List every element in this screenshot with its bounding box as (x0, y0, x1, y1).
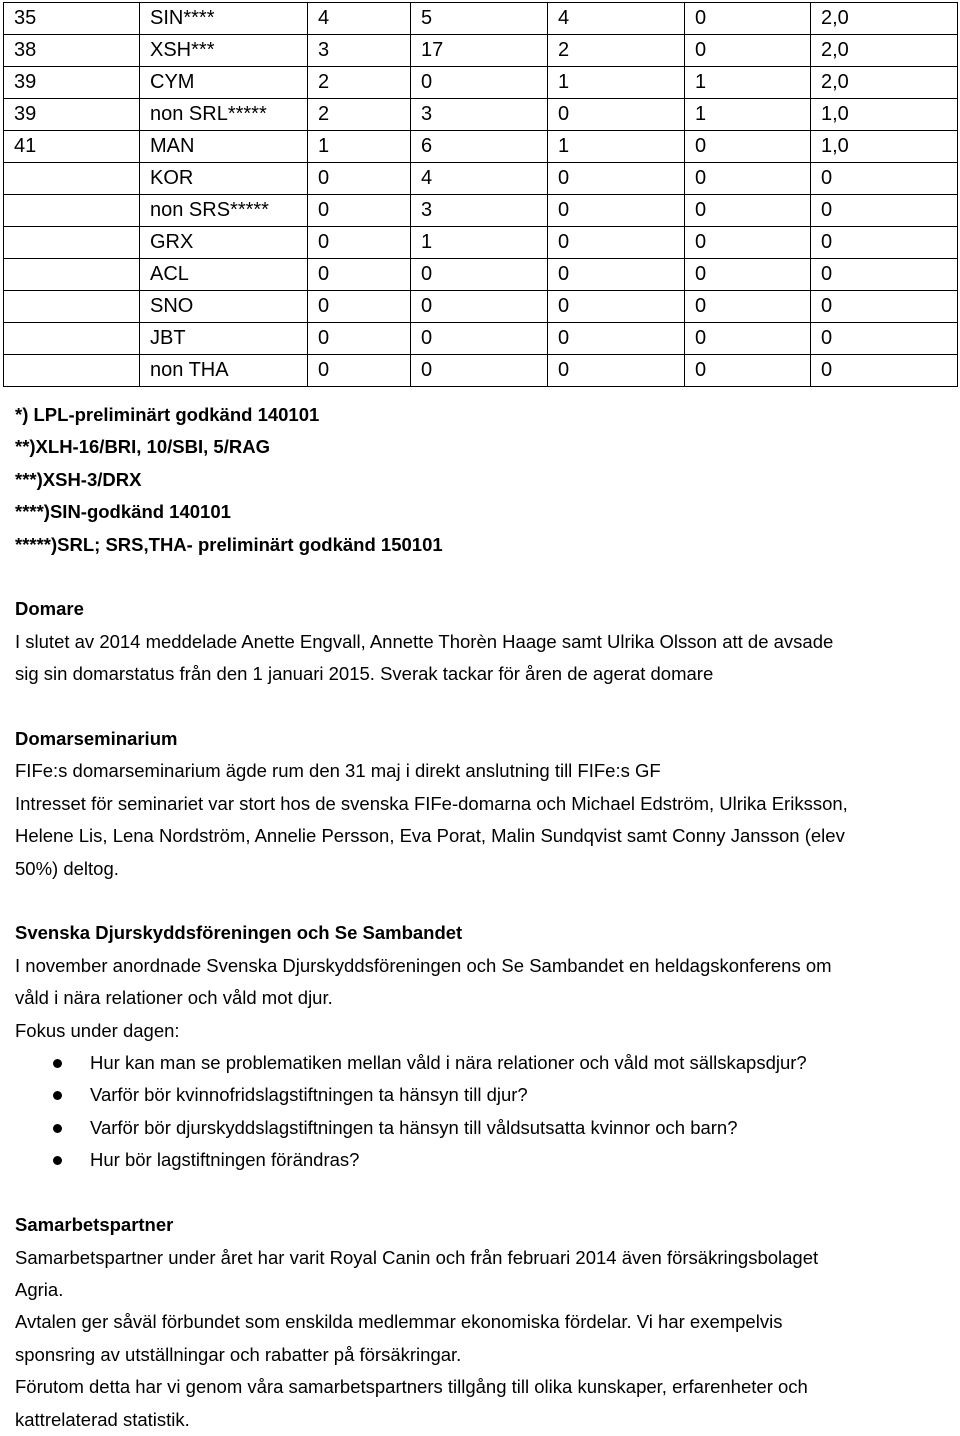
paragraph-line: 50%) deltog. (15, 857, 119, 879)
list-item (15, 1144, 950, 1176)
table-row (4, 323, 958, 355)
table-cell: 0 (685, 3, 811, 35)
table-cell: MAN (140, 131, 308, 163)
table-cell: 0 (811, 259, 958, 291)
section-heading-samarbetspartner: Samarbetspartner (15, 1214, 174, 1236)
table-cell: 0 (308, 195, 411, 227)
list-item (15, 1047, 950, 1079)
table-row (4, 195, 958, 227)
table-cell: non THA (140, 355, 308, 387)
spacer (15, 691, 950, 723)
table-cell: 0 (685, 323, 811, 355)
table-cell: 0 (411, 323, 548, 355)
spacer (15, 1177, 950, 1209)
table-cell (4, 195, 140, 227)
table-cell: 0 (685, 291, 811, 323)
table-row (4, 355, 958, 387)
list-item (15, 1079, 950, 1111)
table-cell: 0 (685, 131, 811, 163)
table-cell: 1,0 (811, 99, 958, 131)
bullet-icon (53, 1059, 62, 1068)
table-cell: 2 (548, 35, 685, 67)
table-cell: 39 (4, 99, 140, 131)
table-cell: 4 (411, 163, 548, 195)
table-cell (4, 355, 140, 387)
table-cell: 2,0 (811, 67, 958, 99)
table-cell (4, 291, 140, 323)
table-cell: GRX (140, 227, 308, 259)
table-cell: 0 (308, 323, 411, 355)
table-cell: 0 (811, 323, 958, 355)
paragraph-line: kattrelaterad statistik. (15, 1408, 190, 1430)
table-row (4, 3, 958, 35)
table-cell: 2,0 (811, 35, 958, 67)
table-cell: SIN**** (140, 3, 308, 35)
table-cell: 0 (411, 355, 548, 387)
paragraph-line: våld i nära relationer och våld mot djur. (15, 987, 333, 1009)
table-cell: 0 (548, 291, 685, 323)
table-cell: 0 (685, 355, 811, 387)
table-cell: 0 (811, 227, 958, 259)
table-cell: 41 (4, 131, 140, 163)
bullet-icon (53, 1156, 62, 1165)
section-heading-domarseminarium: Domarseminarium (15, 728, 178, 750)
table-cell: ACL (140, 259, 308, 291)
bullet-icon (53, 1091, 62, 1100)
table-cell: 0 (548, 99, 685, 131)
table-cell: non SRL***** (140, 99, 308, 131)
table-cell: non SRS***** (140, 195, 308, 227)
table-cell: 0 (411, 67, 548, 99)
table-cell: 0 (308, 259, 411, 291)
report-text (15, 399, 950, 1436)
paragraph-line: sig sin domarstatus från den 1 januari 2015. Sverak tackar för åren de agerat domare (15, 663, 714, 685)
table-row (4, 163, 958, 195)
table-cell: 0 (308, 291, 411, 323)
table-cell: 0 (685, 35, 811, 67)
table-row (4, 35, 958, 67)
table-cell: 0 (548, 195, 685, 227)
table-cell: 0 (411, 259, 548, 291)
table-cell: 1 (308, 131, 411, 163)
table-cell: 0 (308, 355, 411, 387)
focus-bullet-list (15, 1047, 950, 1177)
list-item (15, 1112, 950, 1144)
table-cell: 4 (548, 3, 685, 35)
table-cell: 0 (685, 195, 811, 227)
statistics-table-body (4, 3, 958, 387)
table-cell: 17 (411, 35, 548, 67)
table-cell: 2 (308, 67, 411, 99)
spacer (15, 885, 950, 917)
table-cell: 38 (4, 35, 140, 67)
table-cell: 0 (811, 195, 958, 227)
table-cell: 2,0 (811, 3, 958, 35)
table-cell: 0 (548, 163, 685, 195)
table-cell: 6 (411, 131, 548, 163)
table-cell: 0 (811, 163, 958, 195)
section-heading-domare: Domare (15, 598, 84, 620)
table-cell: 0 (548, 323, 685, 355)
section-heading-djurskydd: Svenska Djurskyddsföreningen och Se Sambandet (15, 922, 463, 944)
table-cell: 0 (685, 163, 811, 195)
statistics-table (3, 2, 958, 387)
table-row (4, 291, 958, 323)
paragraph-line: Avtalen ger såväl förbundet som enskilda medlemmar ekonomiska fördelar. Vi har exempelvis (15, 1311, 783, 1333)
table-cell: 1,0 (811, 131, 958, 163)
table-cell: XSH*** (140, 35, 308, 67)
table-cell: 0 (308, 227, 411, 259)
spacer (15, 561, 950, 593)
table-cell: 1 (411, 227, 548, 259)
paragraph-line: I november anordnade Svenska Djurskyddsföreningen och Se Sambandet en heldagskonferens om (15, 954, 832, 976)
table-cell: 0 (308, 163, 411, 195)
table-row (4, 99, 958, 131)
table-cell: 35 (4, 3, 140, 35)
paragraph-line: I slutet av 2014 meddelade Anette Engvall, Annette Thorèn Haage samt Ulrika Olsson att de avsade (15, 630, 834, 652)
footnote: *) LPL-preliminärt godkänd 140101 (15, 404, 320, 425)
table-cell: 0 (548, 227, 685, 259)
table-cell: 1 (548, 131, 685, 163)
table-cell: 0 (548, 259, 685, 291)
focus-label: Fokus under dagen: (15, 1019, 180, 1041)
paragraph-line: sponsring av utställningar och rabatter på försäkringar. (15, 1343, 462, 1365)
paragraph-line: Agria. (15, 1278, 64, 1300)
footnote: *****)SRL; SRS,THA- preliminärt godkänd 150101 (15, 533, 443, 555)
bullet-text: Varför bör kvinnofridslagstiftningen ta hänsyn till djur? (90, 1084, 528, 1106)
bullet-text: Hur kan man se problematiken mellan våld i nära relationer och våld mot sällskapsdjur? (90, 1052, 807, 1074)
table-row (4, 227, 958, 259)
table-cell (4, 227, 140, 259)
table-cell: 0 (685, 227, 811, 259)
table-cell: 0 (811, 355, 958, 387)
table-cell: 0 (685, 259, 811, 291)
table-cell: 1 (685, 99, 811, 131)
table-cell: 0 (811, 291, 958, 323)
paragraph-line: Samarbetspartner under året har varit Royal Canin och från februari 2014 även försäkringsbolaget (15, 1246, 819, 1268)
table-cell: 2 (308, 99, 411, 131)
table-cell: JBT (140, 323, 308, 355)
table-cell (4, 259, 140, 291)
table-cell (4, 323, 140, 355)
bullet-text: Varför bör djurskyddslagstiftningen ta hänsyn till våldsutsatta kvinnor och barn? (90, 1116, 738, 1138)
table-cell: SNO (140, 291, 308, 323)
table-cell: 3 (308, 35, 411, 67)
table-cell: 3 (411, 99, 548, 131)
paragraph-line: Helene Lis, Lena Nordström, Annelie Persson, Eva Porat, Malin Sundqvist samt Conny Jansson (elev (15, 825, 845, 847)
footnote: **)XLH-16/BRI, 10/SBI, 5/RAG (15, 436, 270, 458)
table-cell: CYM (140, 67, 308, 99)
table-cell: 0 (548, 355, 685, 387)
table-cell: 1 (548, 67, 685, 99)
table-cell: 5 (411, 3, 548, 35)
table-row (4, 131, 958, 163)
paragraph-line: FIFe:s domarseminarium ägde rum den 31 maj i direkt anslutning till FIFe:s GF (15, 760, 661, 782)
bullet-text: Hur bör lagstiftningen förändras? (90, 1149, 360, 1171)
table-cell (4, 163, 140, 195)
footnote: ****)SIN-godkänd 140101 (15, 501, 231, 523)
table-cell: 0 (411, 291, 548, 323)
paragraph-line: Förutom detta har vi genom våra samarbetspartners tillgång till olika kunskaper, erfarenheter och (15, 1376, 808, 1398)
paragraph-line: Intresset för seminariet var stort hos de svenska FIFe-domarna och Michael Edström, Ulrika Eriksson, (15, 792, 848, 814)
table-row (4, 259, 958, 291)
table-cell: 39 (4, 67, 140, 99)
table-cell: 1 (685, 67, 811, 99)
table-cell: 4 (308, 3, 411, 35)
footnote: ***)XSH-3/DRX (15, 468, 142, 490)
table-row (4, 67, 958, 99)
bullet-icon (53, 1124, 62, 1133)
table-cell: KOR (140, 163, 308, 195)
table-cell: 3 (411, 195, 548, 227)
